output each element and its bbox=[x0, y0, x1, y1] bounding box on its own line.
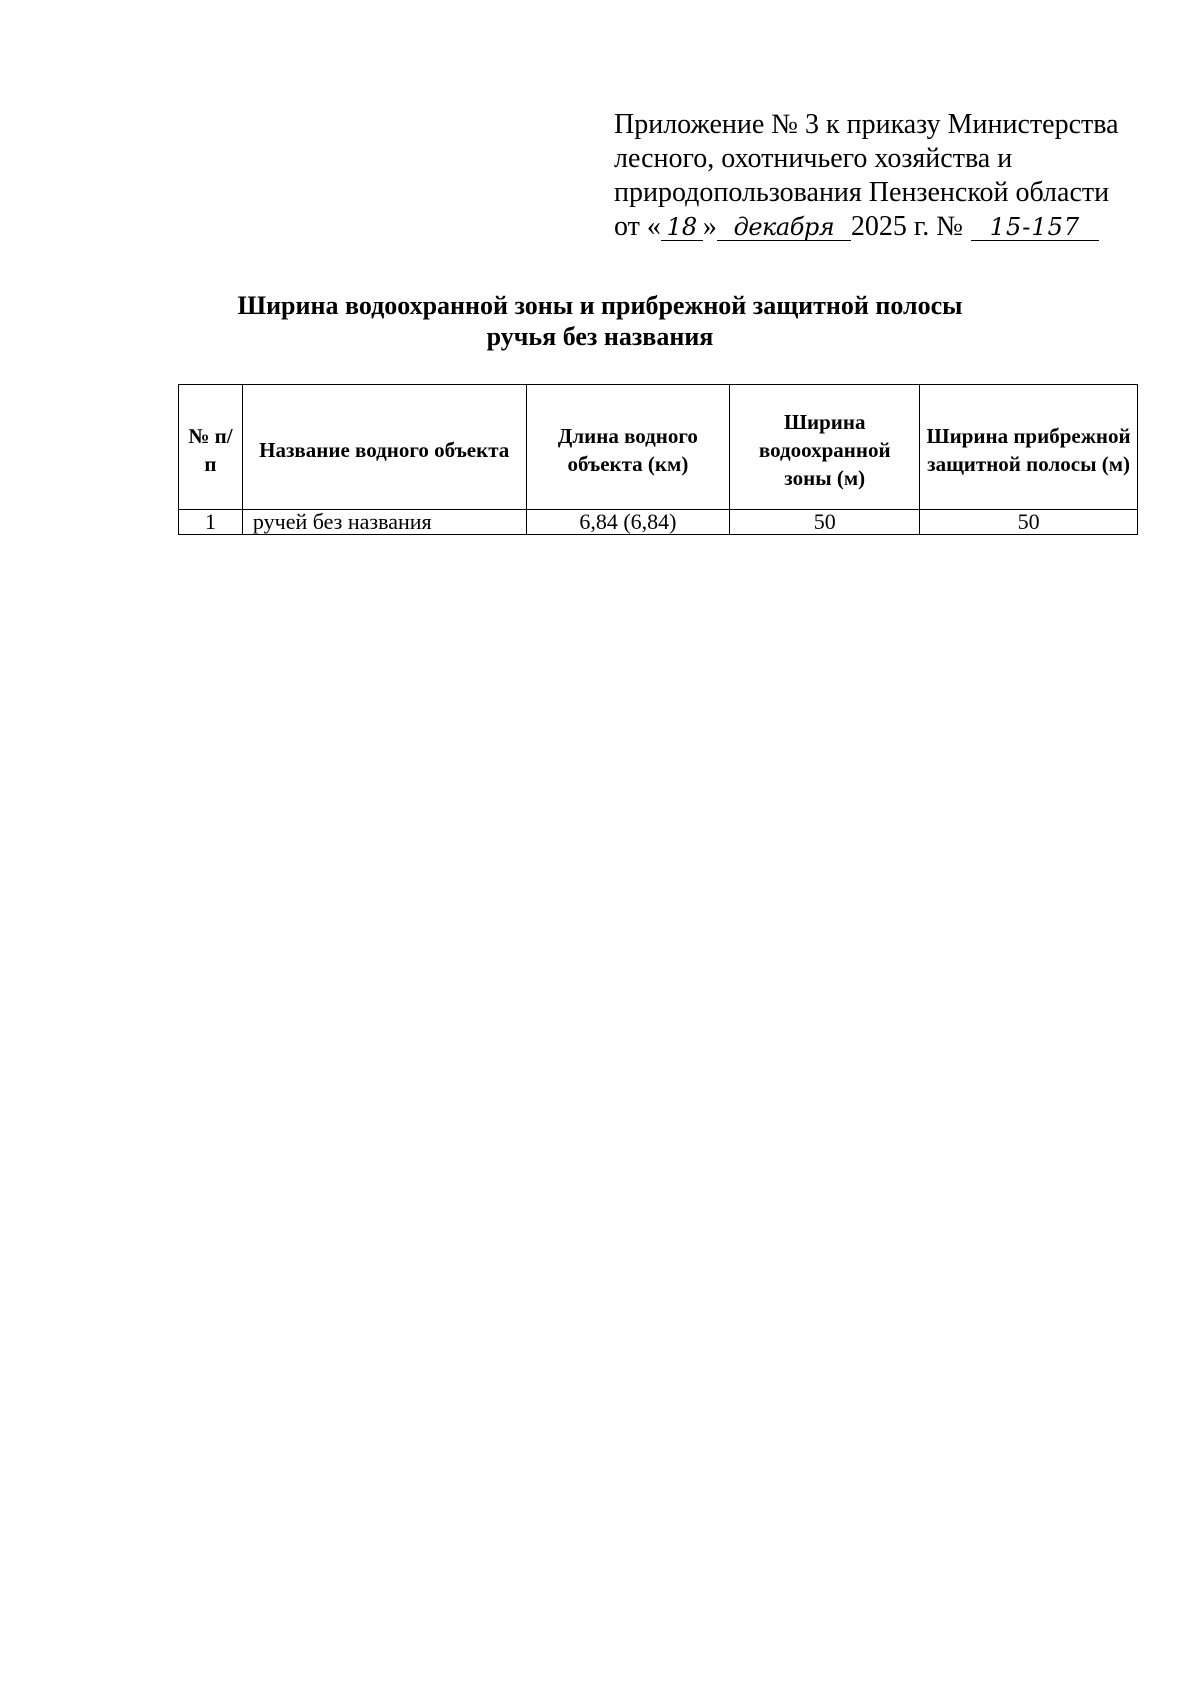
header-strip-width: Ширина прибрежной защитной полосы (м) bbox=[920, 385, 1138, 510]
header-date-line bbox=[614, 210, 1174, 244]
date-prefix: от « bbox=[614, 211, 661, 242]
water-protection-table bbox=[178, 384, 1138, 535]
title-line-2: ручья без названия bbox=[486, 322, 714, 351]
header-line-1: Приложение № 3 к приказу Министерства bbox=[614, 109, 1119, 140]
handwritten-month: декабря bbox=[717, 214, 851, 241]
date-mid: » bbox=[702, 211, 717, 242]
header-line-2: лесного, охотничьего хозяйства и bbox=[614, 143, 1013, 174]
title-line-1: Ширина водоохранной зоны и прибрежной защитной полосы bbox=[237, 291, 963, 320]
cell-num: 1 bbox=[179, 510, 243, 535]
cell-zone-width: 50 bbox=[730, 510, 920, 535]
document-title bbox=[150, 290, 1050, 352]
cell-strip-width: 50 bbox=[920, 510, 1138, 535]
header-zone-width: Ширина водоохранной зоны (м) bbox=[730, 385, 920, 510]
header-name: Название водного объекта bbox=[242, 385, 526, 510]
cell-name: ручей без названия bbox=[242, 510, 526, 535]
handwritten-order-number: 15-157 bbox=[971, 214, 1099, 241]
header-length: Длина водного объекта (км) bbox=[526, 385, 730, 510]
handwritten-day: 18 bbox=[661, 214, 703, 241]
header-line-3: природопользования Пензенской области bbox=[614, 177, 1110, 208]
appendix-header bbox=[614, 108, 1174, 244]
header-num: № п/п bbox=[179, 385, 243, 510]
cell-length: 6,84 (6,84) bbox=[526, 510, 730, 535]
table-row bbox=[179, 510, 1138, 535]
date-year: 2025 г. № bbox=[850, 211, 963, 242]
table-header-row bbox=[179, 385, 1138, 510]
